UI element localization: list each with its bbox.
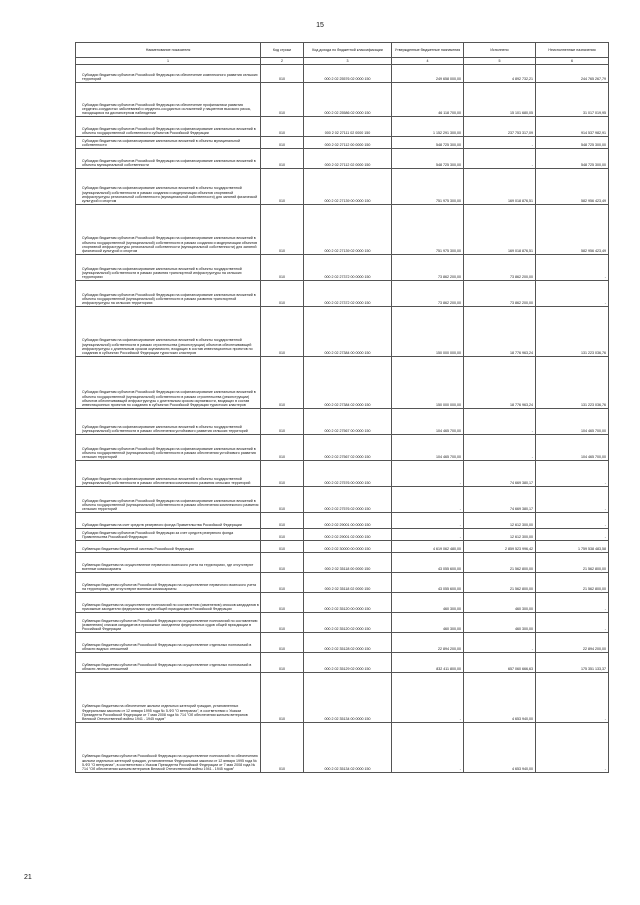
row-unexecuted-cell: 914 537 982,91: [536, 117, 609, 137]
table-body: [76, 65, 609, 773]
row-name-cell: Субвенции бюджетам субъектов Российской Федерации на осуществление полномочий по обеспечению жильем отдельных категорий граждан, установленных Федеральным законом от 12 января 1995 года № 5-ФЗ "О ветеранах", в соответствии с Указом Президента Российской Федерации от 7 мая 2008 года № 714 "Об обеспечении жильем ветеранов Великой Отечественной войны 1941 - 1945 годов": [76, 723, 261, 773]
table-row: [76, 435, 609, 461]
row-code-cell: 010: [261, 255, 304, 281]
row-kbk-cell: 000 2 02 35118 02 0000 150: [304, 573, 392, 593]
row-unexecuted-cell: 131 223 036,76: [536, 307, 609, 357]
row-code-cell: 010: [261, 137, 304, 149]
page-number-bottom: 21: [24, 874, 32, 881]
row-unexecuted-cell: 31 017 019,95: [536, 83, 609, 117]
row-executed-cell: 2 859 523 996,42: [464, 541, 536, 553]
row-executed-cell: 460 300,00: [464, 593, 536, 613]
row-unexecuted-cell: 131 223 036,76: [536, 357, 609, 409]
table-row: [76, 673, 609, 723]
row-unexecuted-cell: -: [536, 255, 609, 281]
row-unexecuted-cell: -: [536, 529, 609, 541]
row-approved-cell: 460 300,00: [392, 613, 464, 633]
row-approved-cell: 548 725 300,00: [392, 149, 464, 169]
row-kbk-cell: 000 2 02 27139 00 0000 150: [304, 169, 392, 205]
row-executed-cell: 74 669 380,17: [464, 487, 536, 513]
column-number: 5: [464, 58, 536, 65]
row-kbk-cell: 000 2 02 35120 00 0000 150: [304, 593, 392, 613]
row-executed-cell: -: [464, 409, 536, 435]
row-name-cell: Субсидии бюджетам субъектов Российской Федерации на софинансирование капитальных вложений в объекты государственной (муниципальной) собственности в рамках обеспечения комплексного развития сельских территорий: [76, 487, 261, 513]
row-name-cell: Субсидии бюджетам на софинансирование капитальных вложений в объекты государственной (муниципальной) собственности в рамках строительства (реконструкции) объектов обеспечивающей инфраструктуры с длительным сроком окупаемости, входящих в состав инвестиционных проектов по созданию в субъектах Российской Федерации туристских кластеров: [76, 307, 261, 357]
column-number: 1: [76, 58, 261, 65]
row-unexecuted-cell: -: [536, 613, 609, 633]
row-name-cell: Субвенции бюджетам субъектов Российской Федерации на осуществление отдельных полномочий в области водных отношений: [76, 633, 261, 653]
row-name-cell: Субсидии бюджетам на софинансирование капитальных вложений в объекты государственной (муниципальной) собственности в рамках обеспечения комплексного развития сельских территорий: [76, 461, 261, 487]
table-row: [76, 513, 609, 529]
row-name-cell: Субсидии бюджетам на софинансирование капитальных вложений в объекты муниципальной собственности: [76, 137, 261, 149]
table-row: [76, 487, 609, 513]
row-code-cell: 010: [261, 633, 304, 653]
row-kbk-cell: 000 2 02 35134 02 0000 150: [304, 723, 392, 773]
row-executed-cell: 12 612 300,00: [464, 529, 536, 541]
row-approved-cell: 4 619 062 480,00: [392, 541, 464, 553]
row-kbk-cell: 000 2 02 27567 00 0000 150: [304, 409, 392, 435]
row-kbk-cell: 000 2 02 35134 00 0000 150: [304, 673, 392, 723]
row-executed-cell: -: [464, 435, 536, 461]
row-executed-cell: 169 018 876,51: [464, 169, 536, 205]
row-name-cell: Субвенции бюджетам на осуществление первичного воинского учета на территориях, где отсутствуют военные комиссариаты: [76, 553, 261, 573]
row-name-cell: Субсидии бюджетам на софинансирование капитальных вложений в объекты государственной (муниципальной) собственности в рамках создания и модернизации объектов спортивной инфраструктуры региональной собственности (муниципальной собственности) для занятий физической культурой и спортом: [76, 169, 261, 205]
row-approved-cell: 1 152 291 300,00: [392, 117, 464, 137]
row-approved-cell: 832 411 800,00: [392, 653, 464, 673]
table-row: [76, 65, 609, 83]
row-kbk-cell: 000 2 02 27576 02 0000 150: [304, 487, 392, 513]
row-name-cell: Субсидии бюджетам субъектов Российской Федерации за счет средств резервного фонда Правительства Российской Федерации: [76, 529, 261, 541]
table-row: [76, 553, 609, 573]
column-number: 4: [392, 58, 464, 65]
row-approved-cell: 46 118 700,00: [392, 83, 464, 117]
budget-execution-table: [75, 42, 609, 773]
row-name-cell: Субсидии бюджетам на софинансирование капитальных вложений в объекты государственной (муниципальной) собственности в рамках развития транспортной инфраструктуры на сельских территориях: [76, 255, 261, 281]
row-executed-cell: 21 562 800,00: [464, 573, 536, 593]
table-row: [76, 169, 609, 205]
row-kbk-cell: 000 2 02 27112 00 0000 150: [304, 137, 392, 149]
table-row: [76, 593, 609, 613]
table-row: [76, 541, 609, 553]
row-unexecuted-cell: -: [536, 461, 609, 487]
row-code-cell: 010: [261, 513, 304, 529]
row-unexecuted-cell: 21 562 800,00: [536, 573, 609, 593]
row-approved-cell: 548 725 300,00: [392, 137, 464, 149]
row-kbk-cell: 000 2 02 29001 00 0000 150: [304, 513, 392, 529]
row-approved-cell: 460 300,00: [392, 593, 464, 613]
row-executed-cell: 12 612 300,00: [464, 513, 536, 529]
row-unexecuted-cell: 548 725 300,00: [536, 149, 609, 169]
row-approved-cell: -: [392, 461, 464, 487]
row-executed-cell: 18 776 963,24: [464, 307, 536, 357]
table-row: [76, 529, 609, 541]
row-name-cell: Субвенции бюджетам бюджетной системы Российской Федерации: [76, 541, 261, 553]
header-executed: Исполнено: [464, 43, 536, 58]
table-row: [76, 357, 609, 409]
row-kbk-cell: 000 2 02 27372 00 0000 150: [304, 255, 392, 281]
row-unexecuted-cell: 1 759 538 483,58: [536, 541, 609, 553]
header-kbk: Код дохода по бюджетной классификации: [304, 43, 392, 58]
row-approved-cell: 73 862 200,00: [392, 281, 464, 307]
row-kbk-cell: 000 2 02 27372 02 0000 150: [304, 281, 392, 307]
row-approved-cell: 43 055 600,00: [392, 573, 464, 593]
row-kbk-cell: 000 2 02 25576 02 0000 150: [304, 65, 392, 83]
row-code-cell: 010: [261, 149, 304, 169]
row-executed-cell: 73 862 200,00: [464, 281, 536, 307]
row-approved-cell: 249 658 000,00: [392, 65, 464, 83]
row-code-cell: 010: [261, 613, 304, 633]
row-approved-cell: 751 975 300,00: [392, 169, 464, 205]
row-name-cell: Субсидии бюджетам субъектов Российской Федерации на софинансирование капитальных вложений в объекты государственной собственности субъектов Российской Федерации: [76, 117, 261, 137]
row-executed-cell: -: [464, 633, 536, 653]
row-executed-cell: 74 669 380,17: [464, 461, 536, 487]
row-code-cell: 010: [261, 487, 304, 513]
row-unexecuted-cell: 244 765 267,79: [536, 65, 609, 83]
row-unexecuted-cell: 22 894 200,00: [536, 633, 609, 653]
row-approved-cell: -: [392, 723, 464, 773]
row-executed-cell: 15 101 680,05: [464, 83, 536, 117]
row-unexecuted-cell: 548 725 300,00: [536, 137, 609, 149]
row-executed-cell: 657 060 666,63: [464, 653, 536, 673]
row-approved-cell: -: [392, 513, 464, 529]
row-code-cell: 010: [261, 307, 304, 357]
row-executed-cell: 18 776 963,24: [464, 357, 536, 409]
row-kbk-cell: 000 2 02 35128 02 0000 150: [304, 633, 392, 653]
row-unexecuted-cell: -: [536, 673, 609, 723]
row-approved-cell: -: [392, 487, 464, 513]
row-code-cell: 010: [261, 83, 304, 117]
row-unexecuted-cell: -: [536, 487, 609, 513]
row-kbk-cell: 000 2 02 25586 02 0000 150: [304, 83, 392, 117]
row-executed-cell: 169 018 876,51: [464, 205, 536, 255]
row-executed-cell: 237 753 317,09: [464, 117, 536, 137]
row-code-cell: 010: [261, 593, 304, 613]
row-unexecuted-cell: -: [536, 281, 609, 307]
table-row: [76, 137, 609, 149]
row-executed-cell: 4 892 732,21: [464, 65, 536, 83]
row-name-cell: Субсидии бюджетам субъектов Российской Федерации на обеспечение комплексного развития сельских территорий: [76, 65, 261, 83]
row-unexecuted-cell: -: [536, 723, 609, 773]
row-name-cell: Субсидии бюджетам субъектов Российской Федерации на софинансирование капитальных вложений в объекты государственной (муниципальной) собственности в рамках строительства (реконструкции) объектов обеспечивающей инфраструктуры с длительным сроком окупаемости, входящих в состав инвестиционных проектов по созданию в субъектах Российской Федерации туристских кластеров: [76, 357, 261, 409]
row-approved-cell: -: [392, 673, 464, 723]
row-unexecuted-cell: 582 956 423,49: [536, 205, 609, 255]
row-unexecuted-cell: 104 465 700,00: [536, 409, 609, 435]
row-unexecuted-cell: 582 956 423,49: [536, 169, 609, 205]
row-name-cell: Субсидии бюджетам на софинансирование капитальных вложений в объекты государственной (муниципальной) собственности в рамках обеспечения устойчивого развития сельских территорий: [76, 409, 261, 435]
row-kbk-cell: 000 2 02 27139 02 0000 150: [304, 205, 392, 255]
column-number-row: [76, 58, 609, 65]
row-name-cell: Субсидии бюджетам субъектов Российской Федерации на софинансирование капитальных вложений в объекты государственной (муниципальной) собственности в рамках развития транспортной инфраструктуры на сельских территориях: [76, 281, 261, 307]
row-code-cell: 010: [261, 205, 304, 255]
table-row: [76, 307, 609, 357]
row-kbk-cell: 000 2 02 30000 00 0000 150: [304, 541, 392, 553]
row-kbk-cell: 000 2 02 35129 02 0000 150: [304, 653, 392, 673]
header-approved: Утвержденные бюджетные назначения: [392, 43, 464, 58]
row-approved-cell: 104 465 700,00: [392, 409, 464, 435]
row-kbk-cell: 000 2 02 27384 02 0000 150: [304, 357, 392, 409]
table-row: [76, 633, 609, 653]
column-number: 3: [304, 58, 392, 65]
row-executed-cell: -: [464, 149, 536, 169]
table-row: [76, 117, 609, 137]
header-unexecuted: Неисполненные назначения: [536, 43, 609, 58]
row-approved-cell: 104 465 700,00: [392, 435, 464, 461]
row-code-cell: 010: [261, 409, 304, 435]
row-name-cell: Субвенции бюджетам субъектов Российской Федерации на осуществление первичного воинского учета на территориях, где отсутствуют военные комиссариаты: [76, 573, 261, 593]
table-row: [76, 653, 609, 673]
table-row: [76, 149, 609, 169]
row-unexecuted-cell: -: [536, 593, 609, 613]
row-code-cell: 010: [261, 653, 304, 673]
row-approved-cell: 150 000 000,00: [392, 307, 464, 357]
row-code-cell: 010: [261, 65, 304, 83]
table-row: [76, 281, 609, 307]
row-executed-cell: 460 300,00: [464, 613, 536, 633]
row-executed-cell: 73 862 200,00: [464, 255, 536, 281]
header-name: Наименование показателя: [76, 43, 261, 58]
row-name-cell: Субсидии бюджетам субъектов Российской Федерации на софинансирование капитальных вложений в объекты государственной (муниципальной) собственности в рамках обеспечения устойчивого развития сельских территорий: [76, 435, 261, 461]
row-kbk-cell: 000 2 02 27111 02 0000 150: [304, 117, 392, 137]
table-header-row: [76, 43, 609, 58]
row-unexecuted-cell: 21 562 800,00: [536, 553, 609, 573]
row-kbk-cell: 000 2 02 35120 02 0000 150: [304, 613, 392, 633]
row-code-cell: 010: [261, 169, 304, 205]
table-row: [76, 255, 609, 281]
row-kbk-cell: 000 2 02 27576 00 0000 150: [304, 461, 392, 487]
row-code-cell: 010: [261, 281, 304, 307]
row-kbk-cell: 000 2 02 27384 00 0000 150: [304, 307, 392, 357]
row-name-cell: Субсидии бюджетам субъектов Российской Федерации на обеспечение профилактики развития сердечно-сосудистых заболеваний и сердечно-сосудистых осложнений у пациентов высокого риска, находящихся на диспансерном наблюдении: [76, 83, 261, 117]
column-number: 6: [536, 58, 609, 65]
header-code: Код строки: [261, 43, 304, 58]
row-code-cell: 010: [261, 673, 304, 723]
row-name-cell: Субсидии бюджетам на счет средств резервного фонда Правительства Российской Федерации: [76, 513, 261, 529]
row-kbk-cell: 000 2 02 27112 02 0000 150: [304, 149, 392, 169]
row-code-cell: 010: [261, 723, 304, 773]
row-code-cell: 010: [261, 357, 304, 409]
row-kbk-cell: 000 2 02 29001 02 0000 150: [304, 529, 392, 541]
row-kbk-cell: 000 2 02 35118 00 0000 150: [304, 553, 392, 573]
row-approved-cell: 751 975 300,00: [392, 205, 464, 255]
table-row: [76, 83, 609, 117]
row-unexecuted-cell: -: [536, 513, 609, 529]
table-row: [76, 409, 609, 435]
row-code-cell: 010: [261, 541, 304, 553]
row-approved-cell: 73 862 200,00: [392, 255, 464, 281]
row-code-cell: 010: [261, 461, 304, 487]
row-executed-cell: 21 562 800,00: [464, 553, 536, 573]
row-code-cell: 010: [261, 117, 304, 137]
table-row: [76, 461, 609, 487]
row-name-cell: Субвенции бюджетам на обеспечение жильем отдельных категорий граждан, установленных Федеральным законом от 12 января 1995 года № 5-ФЗ "О ветеранах", в соответствии с Указом Президента Российской Федерации от 7 мая 2008 года № 714 "Об обеспечении жильем ветеранов Великой Отечественной войны 1941 - 1945 годов": [76, 673, 261, 723]
row-approved-cell: 150 000 000,00: [392, 357, 464, 409]
row-code-cell: 010: [261, 529, 304, 541]
row-name-cell: Субсидии бюджетам субъектов Российской Федерации на софинансирование капитальных вложений в объекты муниципальной собственности: [76, 149, 261, 169]
row-executed-cell: -: [464, 137, 536, 149]
row-code-cell: 010: [261, 553, 304, 573]
column-number: 2: [261, 58, 304, 65]
table-row: [76, 573, 609, 593]
row-approved-cell: 43 055 600,00: [392, 553, 464, 573]
row-unexecuted-cell: 175 351 133,37: [536, 653, 609, 673]
table-row: [76, 723, 609, 773]
row-approved-cell: -: [392, 529, 464, 541]
row-name-cell: Субвенции бюджетам субъектов Российской Федерации на осуществление полномочий по составлению (изменению) списков кандидатов в присяжные заседатели федеральных судов общей юрисдикции в Российской Федерации: [76, 613, 261, 633]
page-number-top: 15: [316, 22, 324, 29]
row-kbk-cell: 000 2 02 27567 02 0000 150: [304, 435, 392, 461]
row-name-cell: Субсидии бюджетам субъектов Российской Федерации на софинансирование капитальных вложений в объекты государственной (муниципальной) собственности в рамках создания и модернизации объектов спортивной инфраструктуры региональной собственности (муниципальной собственности) для занятий физической культурой и спортом: [76, 205, 261, 255]
row-unexecuted-cell: 104 465 700,00: [536, 435, 609, 461]
row-executed-cell: 4 653 940,00: [464, 673, 536, 723]
row-executed-cell: 4 653 940,00: [464, 723, 536, 773]
table-row: [76, 613, 609, 633]
table-row: [76, 205, 609, 255]
row-approved-cell: 22 894 200,00: [392, 633, 464, 653]
row-name-cell: Субвенции бюджетам на осуществление полномочий по составлению (изменению) списков кандидатов в присяжные заседатели федеральных судов общей юрисдикции в Российской Федерации: [76, 593, 261, 613]
row-code-cell: 010: [261, 573, 304, 593]
row-name-cell: Субвенции бюджетам субъектов Российской Федерации на осуществление отдельных полномочий в области лесных отношений: [76, 653, 261, 673]
row-code-cell: 010: [261, 435, 304, 461]
